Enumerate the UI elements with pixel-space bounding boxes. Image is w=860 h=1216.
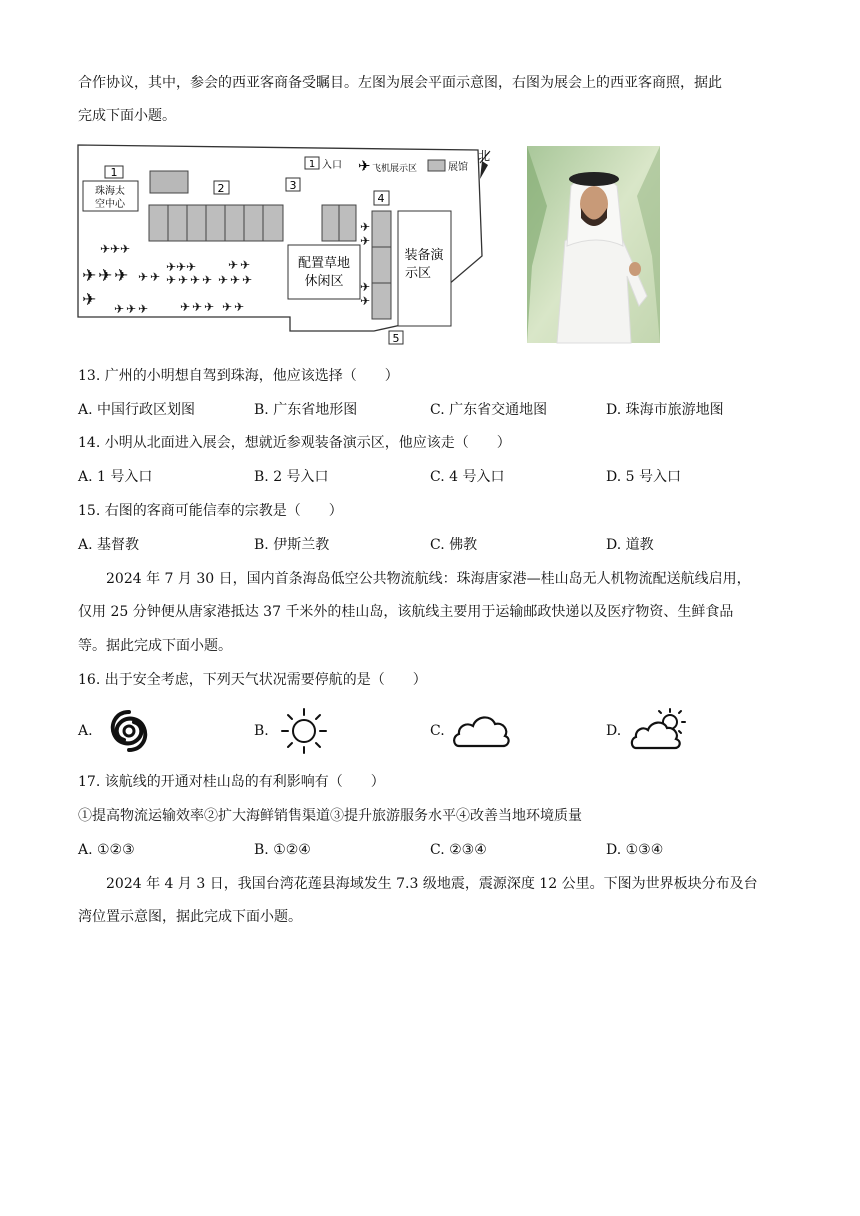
sun-icon — [279, 706, 329, 756]
entrance-3-label: 3 — [289, 179, 297, 192]
airplane-icon: ✈ — [202, 273, 213, 287]
question-16-option-c: C. — [430, 723, 445, 739]
question-13-option-c: C. 广东省交通地图 — [430, 402, 548, 418]
airplane-icon: ✈ — [222, 300, 233, 314]
airplane-icon: ✈ — [192, 300, 203, 314]
airplane-icon: ✈ — [138, 270, 149, 284]
demo-area-line-2: 示区 — [404, 266, 432, 281]
entrance-5-label: 5 — [392, 332, 400, 345]
airplane-icon: ✈ — [218, 273, 229, 287]
space-center-line-1: 珠海太 — [95, 186, 125, 197]
question-14-option-c: C. 4 号入口 — [430, 469, 505, 485]
passage-2-line-3: 等。据此完成下面小题。 — [78, 638, 232, 654]
question-13-option-a: A. 中国行政区划图 — [78, 402, 196, 418]
question-17-items: ①提高物流运输效率②扩大海鲜销售渠道③提升旅游服务水平④改善当地环境质量 — [78, 808, 582, 824]
question-17-option-b: B. ①②④ — [254, 842, 311, 858]
airplane-icon: ✈ — [150, 270, 161, 284]
airplane-icon: ✈ — [360, 294, 371, 308]
legend-plane-label: 飞机展示区 — [372, 164, 418, 174]
question-15-option-d: D. 道教 — [606, 537, 654, 553]
airplane-icon: ✈ — [114, 266, 129, 286]
entrance-4-label: 4 — [377, 192, 385, 205]
airplane-icon: ✈ — [190, 273, 201, 287]
airplane-icon: ✈ — [360, 234, 371, 248]
airplane-icon: ✈ — [358, 157, 371, 175]
airplane-icon: ✈ — [82, 290, 97, 310]
north-label: 北 — [477, 149, 490, 163]
legend-hall-label: 展馆 — [448, 162, 468, 173]
question-16-stem: 16. 出于安全考虑，下列天气状况需要停航的是（ ） — [78, 672, 427, 688]
airplane-icon: ✈ — [114, 302, 125, 316]
airplane-icon: ✈ — [230, 273, 241, 287]
airplane-icon: ✈ — [98, 266, 113, 286]
passage-3-line-1: 2024 年 4 月 3 日，我国台湾花莲县海域发生 7.3 级地震，震源深度 12 公里。下图为世界板块分布及台 — [106, 876, 758, 892]
airplane-icon: ✈ — [360, 280, 371, 294]
airplane-icon: ✈ — [176, 260, 187, 274]
airplane-icon: ✈ — [138, 302, 149, 316]
question-15-option-b: B. 伊斯兰教 — [254, 537, 330, 553]
rest-area-line-1: 配置草地 — [297, 256, 351, 271]
question-17-option-d: D. ①③④ — [606, 842, 664, 858]
question-15-stem: 15. 右图的客商可能信奉的宗教是（ ） — [78, 503, 343, 519]
hall — [150, 171, 188, 193]
entrance-1-label: 1 — [110, 166, 118, 179]
airplane-icon: ✈ — [228, 258, 239, 272]
space-center-line-2: 空中心 — [95, 199, 125, 210]
entrance-2-label: 2 — [217, 182, 225, 195]
airplane-icon: ✈ — [204, 300, 215, 314]
question-17-option-c: C. ②③④ — [430, 842, 487, 858]
airplane-icon: ✈ — [180, 300, 191, 314]
question-15-option-a: A. 基督教 — [78, 537, 140, 553]
cloud-sun-icon — [630, 706, 688, 752]
demo-area-line-1: 装备演 — [404, 248, 444, 263]
question-14-option-b: B. 2 号入口 — [254, 469, 329, 485]
legend-hall-swatch — [428, 160, 445, 171]
businessman-photo — [527, 146, 660, 343]
question-16-option-b: B. — [254, 723, 269, 739]
airplane-icon: ✈ — [186, 260, 197, 274]
airplane-icon: ✈ — [360, 220, 371, 234]
legend-entry-label: 入口 — [322, 160, 342, 171]
rest-area-box — [288, 245, 360, 299]
passage-2-line-2: 仅用 25 分钟便从唐家港抵达 37 千米外的桂山岛，该航线主要用于运输邮政快递以及医疗物资、生鲜食品 — [78, 604, 734, 620]
hall-column — [372, 211, 391, 319]
question-14-option-d: D. 5 号入口 — [606, 469, 681, 485]
question-16-option-a: A. — [78, 723, 93, 739]
hall-block-mid — [322, 205, 356, 241]
question-17-stem: 17. 该航线的开通对桂山岛的有利影响有（ ） — [78, 774, 385, 790]
airplane-icon: ✈ — [120, 242, 131, 256]
intro-line-1: 合作协议，其中，参会的西亚客商备受瞩目。左图为展会平面示意图，右图为展会上的西亚客商照，据此 — [78, 75, 722, 91]
airplane-icon: ✈ — [126, 302, 137, 316]
intro-line-2: 完成下面小题。 — [78, 108, 176, 124]
question-13-stem: 13. 广州的小明想自驾到珠海，他应该选择（ ） — [78, 368, 399, 384]
question-17-option-a: A. ①②③ — [78, 842, 135, 858]
airplane-icon: ✈ — [240, 258, 251, 272]
airplane-icon: ✈ — [178, 273, 189, 287]
passage-2-line-1: 2024 年 7 月 30 日，国内首条海岛低空公共物流航线：珠海唐家港—桂山岛无人机物流配送航线启用， — [106, 571, 751, 587]
cloud-icon — [451, 712, 513, 750]
typhoon-icon — [104, 706, 154, 756]
rest-area-line-2: 休闲区 — [304, 274, 344, 289]
question-13-option-d: D. 珠海市旅游地图 — [606, 402, 724, 418]
airplane-icon: ✈ — [82, 266, 97, 286]
question-16-option-d: D. — [606, 723, 622, 739]
question-15-option-c: C. 佛教 — [430, 537, 478, 553]
airplane-icon: ✈ — [234, 300, 245, 314]
question-14-stem: 14. 小明从北面进入展会，想就近参观装备演示区，他应该走（ ） — [78, 435, 511, 451]
airplane-icon: ✈ — [166, 273, 177, 287]
question-14-option-a: A. 1 号入口 — [78, 469, 153, 485]
airplane-icon: ✈ — [242, 273, 253, 287]
airplane-icon: ✈ — [100, 242, 111, 256]
legend-entry-num: 1 — [308, 159, 316, 170]
passage-3-line-2: 湾位置示意图，据此完成下面小题。 — [78, 909, 302, 925]
question-13-option-b: B. 广东省地形图 — [254, 402, 358, 418]
exhibition-map — [78, 141, 488, 346]
airplane-icon: ✈ — [110, 242, 121, 256]
hall-row — [149, 205, 283, 241]
airplane-icon: ✈ — [166, 260, 177, 274]
